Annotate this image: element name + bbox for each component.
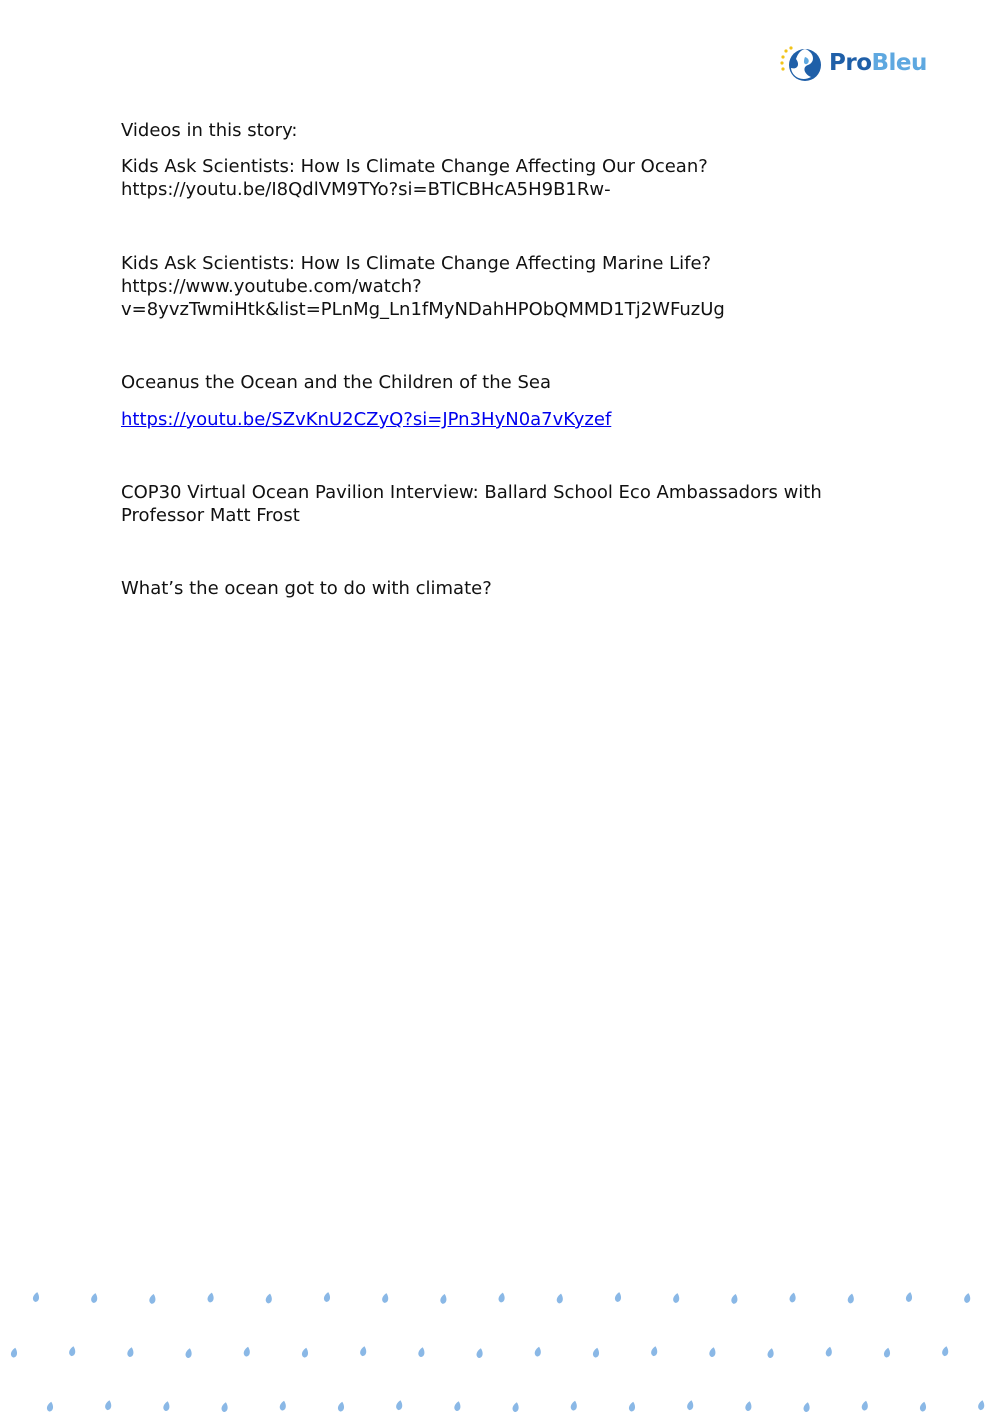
droplet-icon [861, 1400, 869, 1411]
droplet-icon [570, 1400, 578, 1411]
droplet-icon [440, 1293, 448, 1304]
video-title: Kids Ask Scientists: How Is Climate Change Affecting Marine Life? [121, 253, 712, 274]
droplet-icon [672, 1292, 680, 1303]
video-url: https://youtu.be/I8QdlVM9TYo?si=BTlCBHcA5H9B1Rw- [121, 179, 611, 200]
droplet-icon [709, 1347, 717, 1358]
videos-intro: Videos in this story: [121, 120, 298, 141]
droplet-icon [767, 1348, 775, 1359]
droplet-icon [614, 1292, 622, 1303]
droplet-icon [454, 1401, 462, 1412]
droplet-icon [883, 1347, 891, 1358]
droplet-icon [731, 1293, 739, 1304]
droplet-icon [825, 1346, 833, 1357]
droplet-icon [207, 1292, 215, 1303]
droplet-icon [847, 1293, 855, 1304]
video-url-continued: v=8yvzTwmiHtk&list=PLnMg_Ln1fMyNDahHPObQMMD1Tj2WFuzUg [121, 299, 725, 320]
droplet-icon [941, 1346, 949, 1357]
droplet-icon [418, 1347, 426, 1358]
probleu-logo [778, 44, 928, 86]
droplet-icon [686, 1400, 694, 1411]
logo-text-pro: Pro [829, 50, 872, 76]
droplet-icon [243, 1346, 251, 1357]
video-title: Kids Ask Scientists: How Is Climate Change Affecting Our Ocean? [121, 156, 708, 177]
droplet-icon [977, 1400, 985, 1411]
droplet-icon [337, 1401, 345, 1412]
video-title: What’s the ocean got to do with climate? [121, 578, 492, 599]
droplet-icon [265, 1293, 273, 1304]
droplet-icon [789, 1292, 797, 1303]
video-link[interactable]: https://youtu.be/SZvKnU2CZyQ?si=JPn3HyN0a7vKyzef [121, 409, 612, 430]
droplet-icon [919, 1401, 927, 1412]
droplet-icon [163, 1401, 171, 1412]
droplet-icon [476, 1348, 484, 1359]
droplet-icon [803, 1402, 811, 1413]
story-videos-section [121, 119, 881, 600]
droplet-icon [46, 1401, 54, 1412]
video-title: COP30 Virtual Ocean Pavilion Interview: Ballard School Eco Ambassadors with [121, 482, 822, 503]
logo-text-bleu: Bleu [871, 50, 927, 76]
video-title: Oceanus the Ocean and the Children of the Sea [121, 372, 551, 393]
droplet-icon [628, 1401, 636, 1412]
droplet-icon [592, 1347, 600, 1358]
droplet-icon [68, 1346, 76, 1357]
droplet-icon [963, 1292, 971, 1303]
droplet-icon [359, 1346, 367, 1357]
droplet-icon [90, 1292, 98, 1303]
droplet-icon [221, 1402, 229, 1413]
droplet-icon [556, 1293, 564, 1304]
droplet-icon [127, 1347, 135, 1358]
droplet-icon [905, 1292, 913, 1303]
droplet-icon [395, 1400, 403, 1411]
video-title-continued: Professor Matt Frost [121, 505, 300, 526]
probleu-swirl-icon [778, 44, 826, 86]
droplet-icon [301, 1347, 309, 1358]
droplet-icon [512, 1402, 520, 1413]
droplet-icon [149, 1293, 157, 1304]
droplet-icon [381, 1292, 389, 1303]
video-url: https://www.youtube.com/watch? [121, 276, 422, 297]
droplet-icon [104, 1400, 112, 1411]
droplet-icon [534, 1346, 542, 1357]
logo-wordmark [829, 48, 927, 78]
droplet-icon [650, 1346, 658, 1357]
droplet-icon [279, 1400, 287, 1411]
droplet-icon [323, 1292, 331, 1303]
droplet-pattern-decoration [0, 1280, 1000, 1415]
droplet-icon [185, 1348, 193, 1359]
droplet-icon [32, 1292, 40, 1303]
droplet-icon [745, 1401, 753, 1412]
droplet-icon [498, 1292, 506, 1303]
droplet-icon [10, 1347, 18, 1358]
